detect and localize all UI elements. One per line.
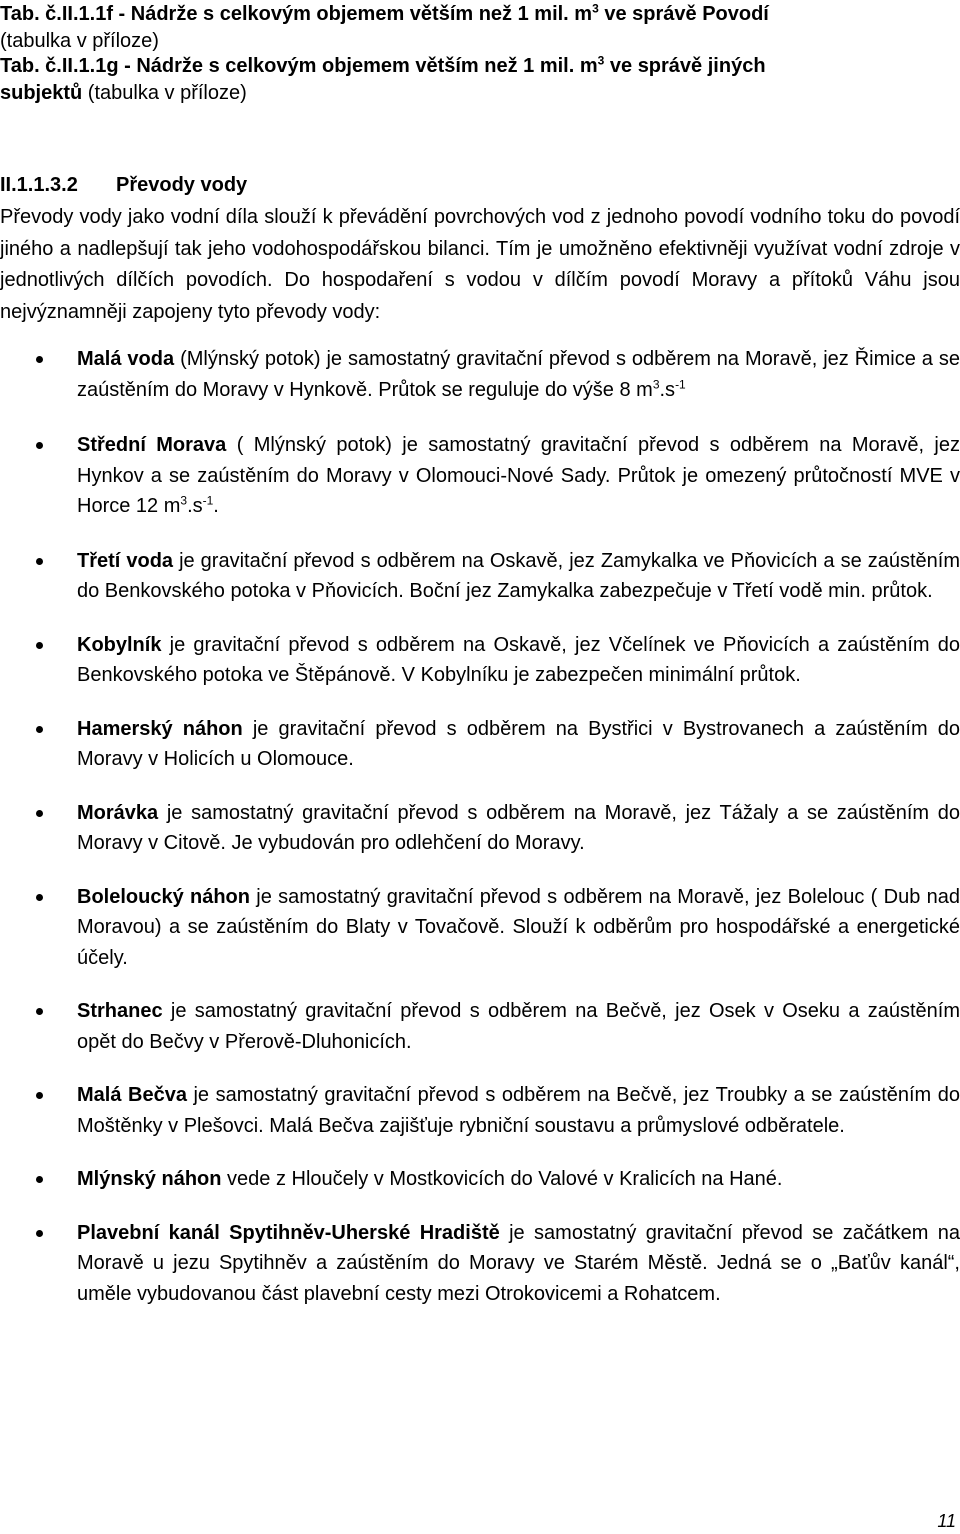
list-item [0,630,960,691]
item-name: Strhanec [77,1000,163,1022]
item-name: Boleloucký náhon [77,885,250,908]
list-item [0,714,960,775]
item-name: Plavební kanál Spytihněv-Uherské Hradiště [77,1221,500,1244]
item-name: Mlýnský náhon [77,1168,222,1190]
table-ref-2-title: Tab. č.II.1.1g - Nádrže s celkovým objemem větším než 1 mil. m [0,55,598,77]
bullet-icon [36,1092,43,1099]
bullet-icon [36,1176,43,1183]
superscript: -1 [202,493,214,508]
transfer-list [0,344,960,1309]
item-text: (Mlýnský potok) je samostatný gravitační převod s odběrem na Moravě, jez Řimice a se zaústěním do Moravy v Hynkově. Průtok se reguluje do výše 8 m [77,348,960,401]
table-ref-2-title-end: ve správě jiných [604,55,766,77]
table-ref-1-note: (tabulka v příloze) [0,30,159,52]
item-text: je samostatný gravitační převod s odběrem na Bečvě, jez Troubky a se zaústěním do Moštěnky v Plešovci. Malá Bečva zajišťuje rybniční soustavu a průmyslové odběratele. [77,1084,960,1137]
item-text: .s [187,495,203,517]
table-ref-2-line-1 [0,52,766,81]
list-item [0,798,960,859]
item-name: Malá Bečva [77,1084,187,1106]
item-name: Třetí voda [77,549,174,572]
table-ref-1-title-end: ve správě Povodí [598,3,769,25]
bullet-icon [36,558,43,565]
item-text: je samostatný gravitační převod s odběrem na Moravě, jez Tážaly a se zaústěním do Moravy v Citově. Je vybudován pro odlehčení do Moravy. [77,801,960,854]
item-name: Malá voda [77,348,175,370]
item-text: je gravitační převod s odběrem na Oskavě, jez Zamykalka ve Pňovicích a se zaústěním do Benkovského potoka v Pňovicích. Boční jez Zamykalka zabezpečuje v Třetí vodě min. průtok. [77,549,960,602]
list-item [0,430,960,522]
superscript: 3 [180,493,188,508]
bullet-icon [36,442,43,449]
item-name: Kobylník [77,633,162,656]
section-title: Převody vody [116,174,248,196]
item-text: je samostatný gravitační převod se začátkem na Moravě u jezu Spytihněv a zaústěním do Moravy ve Starém Městě. Jedná se o „Baťův kanál“, uměle vybudovanou část plavební cesty mezi Otrokovicemi a Rohatcem. [77,1221,960,1305]
superscript: 3 [652,376,660,391]
bullet-icon [36,642,43,649]
list-item [0,1080,960,1141]
list-item [0,1164,960,1195]
list-item [0,546,960,607]
item-text: vede z Hloučely v Mostkovicích do Valové v Kralicích na Hané. [221,1168,783,1190]
item-text: je gravitační převod s odběrem na Bystřici v Bystrovanech a zaústěním do Moravy v Holicích u Olomouce. [77,717,960,770]
item-text: je samostatný gravitační převod s odběrem na Moravě, jez Bolelouc ( Dub nad Moravou) a se zaústěním do Blaty v Tovačově. Slouží k odběrům pro hospodářské a energetické účely. [77,885,960,969]
item-text: je samostatný gravitační převod s odběrem na Bečvě, jez Osek v Oseku a zaústěním opět do Bečvy v Přerově-Dluhonicích. [77,1000,960,1053]
bullet-icon [36,1230,43,1237]
bullet-icon [36,726,43,733]
page-number: 11 [937,1511,956,1531]
item-text: ( Mlýnský potok) je samostatný gravitační převod s odběrem na Moravě, jez Hynkov a se zaústěním do Moravy v Olomouci-Nové Sady. Průtok je omezený průtočností MVE v Horce 12 m [77,434,960,517]
table-ref-1-line-1 [0,0,769,29]
table-ref-1-title: Tab. č.II.1.1f - Nádrže s celkovým objemem větším než 1 mil. m [0,3,593,25]
item-text: .s [659,378,676,401]
list-item [0,882,960,974]
table-ref-2-line-2 [0,79,247,108]
item-name: Morávka [77,801,159,824]
table-ref-2-note: (tabulka v příloze) [82,82,247,104]
superscript: -1 [675,376,686,391]
item-text: . [213,495,219,517]
table-ref-2-title-cont: subjektů [0,82,83,104]
section-number: II.1.1.3.2 [0,174,78,196]
bullet-icon [36,1008,43,1015]
bullet-icon [36,894,43,901]
section-paragraph: Převody vody jako vodní díla slouží k převádění povrchových vod z jednoho povodí vodního toku do povodí jiného a nadlepšují tak jeho vodohospodářskou bilanci. Tím je umožněno efektivněji využívat vodní zdroje v jednotlivých dílčích povodích. Do hospodaření s vodou v dílčím povodí Moravy a přítoků Váhu jsou nejvýznamněji zapojeny tyto převody vody: [0,206,960,323]
item-name: Hamerský náhon [77,717,243,740]
bullet-icon [36,810,43,817]
bullet-icon [36,356,43,363]
item-name: Střední Morava [77,434,227,456]
list-item [0,344,960,405]
list-item [0,996,960,1057]
item-text: je gravitační převod s odběrem na Oskavě, jez Včelínek ve Pňovicích a zaústěním do Benkovského potoka ve Štěpánově. V Kobylníku je zabezpečen minimální průtok. [77,633,960,686]
superscript: 3 [592,1,599,16]
superscript: 3 [597,53,605,68]
list-item [0,1218,960,1310]
section-heading [0,170,247,200]
